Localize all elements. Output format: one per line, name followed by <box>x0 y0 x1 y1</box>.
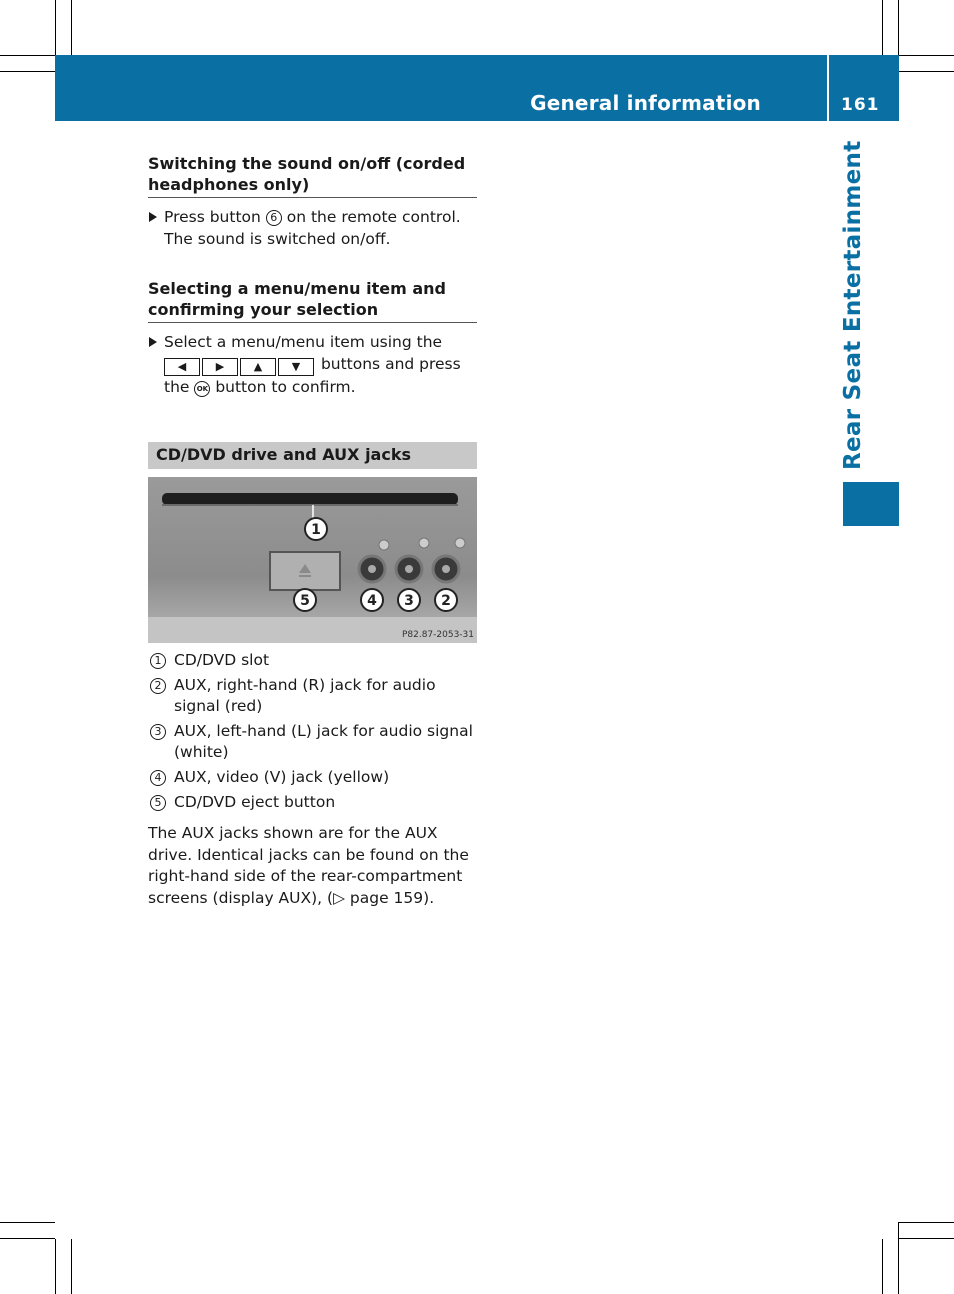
instruction-step <box>148 331 477 398</box>
legend-text: AUX, left-hand (L) jack for audio signal (white) <box>174 722 473 761</box>
step-result: The sound is switched on/off. <box>164 230 391 248</box>
legend-item <box>148 675 477 717</box>
callout-5 <box>294 589 316 611</box>
crop-mark <box>0 55 55 56</box>
legend-number: 5 <box>150 795 166 811</box>
crop-mark <box>882 1239 883 1294</box>
legend-number: 3 <box>150 724 166 740</box>
photo-code: P82.87-2053-31 <box>401 630 474 640</box>
aux-video-jack-core <box>368 565 376 573</box>
step-text: buttons and press <box>320 355 461 373</box>
legend-number: 1 <box>150 653 166 669</box>
paragraph-text: ). <box>423 888 435 907</box>
callout-number: 5 <box>300 593 310 609</box>
callout-number: 3 <box>404 593 414 609</box>
page-reference-link[interactable]: page 159 <box>349 888 424 907</box>
aux-right-jack-core <box>442 565 450 573</box>
legend-item <box>148 650 477 671</box>
ok-button-icon: OK <box>194 381 210 397</box>
photo-legend <box>148 650 477 817</box>
left-jack-label-icon <box>419 538 429 548</box>
side-tab-label: Rear Seat Entertainment <box>840 140 866 470</box>
crop-mark <box>55 0 56 55</box>
cd-dvd-drive-photo <box>148 477 477 643</box>
legend-item <box>148 721 477 763</box>
crop-mark <box>899 1222 954 1223</box>
legend-number: 2 <box>150 678 166 694</box>
crop-mark <box>71 1239 72 1294</box>
crop-mark <box>898 0 899 55</box>
down-key-icon: ▼ <box>278 358 314 376</box>
callout-2 <box>435 589 457 611</box>
page-header <box>55 55 899 121</box>
up-key-icon: ▲ <box>240 358 276 376</box>
callout-1 <box>305 518 327 540</box>
step-text: Select a menu/menu item using the <box>164 333 443 351</box>
section-heading: Selecting a menu/menu item and confirming your selection <box>148 278 477 323</box>
legend-number: 4 <box>150 770 166 786</box>
crop-mark <box>0 1238 55 1239</box>
callout-number: 1 <box>311 522 321 538</box>
step-text: on the remote control. <box>286 208 461 226</box>
crop-mark <box>899 1238 954 1239</box>
legend-text: CD/DVD slot <box>174 651 270 669</box>
section-title: CD/DVD drive and AUX jacks <box>156 445 411 464</box>
section-title-bar <box>148 442 477 469</box>
legend-text: AUX, right-hand (R) jack for audio signal (red) <box>174 676 436 715</box>
eject-icon-bar <box>299 575 311 577</box>
legend-item <box>148 767 477 788</box>
cd-slot <box>162 493 458 505</box>
step-text: Press button <box>164 208 261 226</box>
instruction-step <box>148 206 477 250</box>
crop-mark <box>71 0 72 55</box>
section-menu-select <box>148 278 477 398</box>
crop-mark <box>0 71 55 72</box>
legend-item <box>148 792 477 813</box>
right-key-icon: ▶ <box>202 358 238 376</box>
paragraph-text: The AUX jacks shown are for the AUX drive. Identical jacks can be found on the right-hand side of the rear-compartment screens (display AUX), ( <box>148 824 469 907</box>
section-heading: Switching the sound on/off (corded headphones only) <box>148 153 477 198</box>
aux-left-jack-core <box>405 565 413 573</box>
crop-mark <box>899 55 954 56</box>
right-jack-label-icon <box>455 538 465 548</box>
left-key-icon: ◀ <box>164 358 200 376</box>
header-divider <box>827 55 829 121</box>
step-arrow-icon <box>149 337 157 347</box>
page-number: 161 <box>841 95 880 115</box>
callout-4 <box>361 589 383 611</box>
section-sound-toggle <box>148 153 477 250</box>
crop-mark <box>899 71 954 72</box>
side-tab-marker <box>843 482 899 526</box>
crop-mark <box>0 1222 55 1223</box>
legend-text: CD/DVD eject button <box>174 793 336 811</box>
slot-highlight <box>162 504 458 506</box>
crop-mark <box>898 1222 899 1294</box>
page-ref-arrow-icon: ▷ <box>333 888 345 907</box>
video-jack-label-icon <box>379 540 389 550</box>
step-text: button to confirm. <box>215 378 356 396</box>
crop-mark <box>55 1239 56 1294</box>
callout-number: 4 <box>367 593 377 609</box>
callout-number: 2 <box>441 593 451 609</box>
crop-mark <box>882 0 883 55</box>
button-number-badge: 6 <box>266 210 282 226</box>
step-text: the <box>164 378 190 396</box>
callout-3 <box>398 589 420 611</box>
legend-text: AUX, video (V) jack (yellow) <box>174 768 390 786</box>
step-arrow-icon <box>149 212 157 222</box>
body-paragraph <box>148 823 483 909</box>
page-title: General information <box>530 91 761 115</box>
